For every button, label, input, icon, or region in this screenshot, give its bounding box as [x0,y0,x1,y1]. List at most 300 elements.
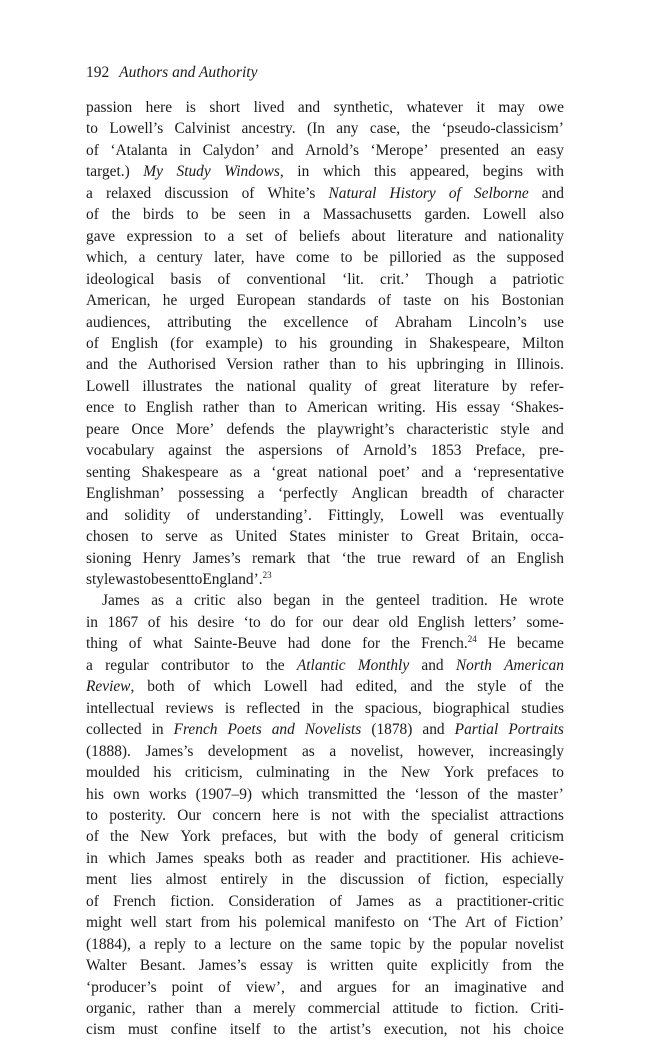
word-fragment: English [111,334,159,352]
word-fragment: for [362,635,381,653]
word-fragment: might [86,914,122,932]
word-fragment: a [435,892,443,910]
word [261,784,299,805]
word-fragment: the [307,871,327,889]
text-line [86,762,564,783]
word-fragment: birds [143,206,174,224]
word [86,869,117,890]
word [307,118,325,139]
word-fragment: of [336,442,350,460]
word [86,741,131,762]
text-line [86,998,564,1019]
word-fragment: Atlantic [296,656,346,674]
word [330,934,362,955]
word-fragment: style [500,420,530,438]
word [266,655,285,676]
word [102,590,140,611]
word-fragment: to [186,206,199,224]
word [434,376,490,397]
word [86,505,108,526]
word-fragment: Shakespeare, [429,334,510,352]
word [272,805,298,826]
word-fragment: the [298,1021,318,1039]
word [246,226,263,247]
word [222,826,277,847]
word [412,548,455,569]
word-fragment: on [443,292,460,310]
word [490,269,497,290]
word-fragment: Henry [142,549,182,567]
word [256,247,285,268]
word [517,548,564,569]
word [460,934,507,955]
word [180,826,210,847]
word [229,462,242,483]
word [539,204,564,225]
word-fragment: may [498,99,525,116]
word [86,204,99,225]
word [309,376,352,397]
word [190,569,202,590]
word [237,590,262,611]
word [329,741,336,762]
word-fragment: commercial [307,1000,381,1018]
word [521,698,564,719]
word [113,784,140,805]
word [305,140,359,161]
word-fragment: from [502,957,532,975]
word [433,698,510,719]
word-fragment: to [203,227,216,245]
word-fragment: point [171,978,204,996]
word [519,676,532,697]
word [515,912,564,933]
word-fragment: Natural [328,184,377,202]
word [292,848,305,869]
word [86,676,134,697]
word-fragment: French [113,892,156,910]
word [258,483,265,504]
word [502,376,517,397]
word-fragment: French. [421,635,468,653]
word-fragment: written [329,957,374,975]
word-fragment: lies [130,871,152,889]
word [86,998,136,1019]
text-line [86,676,564,697]
word [176,419,214,440]
word-fragment: also [237,592,262,610]
word-fragment: James [155,849,194,867]
word-fragment: More’ [175,420,215,438]
word-fragment: but [288,828,308,846]
text-line [86,333,564,354]
word-fragment: in [321,592,334,610]
word [504,655,564,676]
word [127,226,193,247]
word-fragment: to [450,1000,463,1018]
word-fragment: criticism [510,828,564,846]
word [285,397,297,418]
word [139,247,146,268]
word-fragment: and [421,463,444,481]
word [380,269,409,290]
word [531,526,564,547]
word [319,826,346,847]
word-fragment: to [141,528,153,546]
word [202,569,271,590]
word [164,183,228,204]
word-fragment: the [214,377,234,395]
word-fragment: Selborne [473,184,529,202]
word-fragment: Milton [522,334,564,352]
word [275,333,287,354]
text-line [86,805,564,826]
word-fragment: and [422,721,445,739]
word-fragment: the [432,935,452,953]
word [469,312,527,333]
word-fragment: History [389,184,436,202]
word [86,269,154,290]
word-fragment: as [292,849,306,867]
word [111,333,158,354]
word [352,226,386,247]
word-fragment: with [362,806,390,824]
word-fragment: (for [170,334,194,352]
word [110,826,129,847]
word [86,977,157,998]
word [235,526,277,547]
word-fragment: reflected [246,699,301,717]
word [208,741,288,762]
word [499,590,517,611]
word-fragment: be [363,249,379,267]
word [307,869,326,890]
word-fragment: owe [538,99,564,116]
word [227,419,275,440]
word [364,848,386,869]
word [305,719,361,740]
word [455,462,462,483]
word-fragment: James [102,592,140,610]
word-fragment: discussion [339,871,405,889]
word [512,848,564,869]
word-fragment: dear [352,613,379,631]
word-fragment: Criti- [530,1000,564,1018]
word-fragment: to [340,249,353,267]
word-fragment: Bostonian [501,292,564,310]
word [334,97,393,118]
text-line [86,784,564,805]
word-fragment: well [130,914,157,932]
word-fragment: to [275,334,287,352]
body-text [86,97,564,1041]
word [412,118,431,139]
word-fragment: poet’ [378,463,411,481]
word-fragment: of [466,549,480,567]
word [465,912,486,933]
word [86,397,114,418]
word-fragment: prefaces, [221,828,277,846]
word-fragment: White’s [267,184,316,202]
word-fragment: the [411,120,431,138]
word [474,612,517,633]
word-fragment: a [253,463,261,481]
word-fragment: his [492,1021,511,1039]
word-fragment: Calvinist [174,120,231,138]
word [86,762,140,783]
word [353,612,379,633]
word [140,826,169,847]
word [322,590,334,611]
word-fragment: as [210,528,223,546]
word [229,891,315,912]
word [86,440,154,461]
word-fragment: crit.’ [380,270,410,288]
word [107,612,138,633]
text-line [86,397,564,418]
word [130,912,157,933]
word [542,977,564,998]
word [370,118,400,139]
word [175,118,231,139]
word [321,676,343,697]
text-line [86,633,564,654]
word [473,462,564,483]
word-fragment: solidity [124,506,171,524]
word [306,955,316,976]
word-fragment: ence [86,399,115,417]
word [513,269,564,290]
word-fragment: with [318,828,347,846]
word-fragment: taste [403,292,432,310]
word-fragment: presented [440,141,500,159]
word-fragment: polemical [265,914,326,932]
word [391,633,410,654]
word [229,934,271,955]
text-line [86,526,564,547]
word-fragment: must [127,1021,158,1039]
word [421,633,477,654]
word [239,912,257,933]
word [148,998,184,1019]
word [371,719,412,740]
word-fragment: essay [259,957,294,975]
word [403,290,431,311]
word-fragment: both [254,849,283,867]
word [129,633,142,654]
word-fragment: occa- [530,528,564,546]
word-fragment: studies [521,699,564,717]
word [542,183,564,204]
word-fragment: synthetic, [333,99,393,116]
word [186,97,196,118]
word [156,848,194,869]
word [86,247,127,268]
word [376,590,420,611]
word-fragment: style [477,678,507,696]
text-line [86,955,564,976]
word [86,934,131,955]
word-fragment: not [460,1021,481,1039]
footnote-marker: 24 [467,634,477,645]
word [444,762,474,783]
text-line [86,655,564,676]
word-fragment: come [295,249,330,267]
word [86,955,127,976]
word-fragment: garden. [424,206,471,224]
word-fragment: example) [205,334,263,352]
word [345,590,364,611]
word-fragment: a [175,592,183,610]
word-fragment: conventional [246,270,326,288]
word [270,612,285,633]
word-fragment: European [236,292,296,310]
word-fragment: Monthly [357,656,410,674]
word [414,784,458,805]
word [405,333,417,354]
word [146,397,193,418]
word [342,548,366,569]
word [300,977,322,998]
word-fragment: attractions [499,806,564,824]
word-fragment: to [86,120,98,138]
word-fragment: playwright’s [317,420,395,438]
word [265,912,326,933]
word [86,698,154,719]
word-fragment: ‘Atalanta [110,141,168,159]
word-fragment: American, [86,292,151,310]
word [431,955,489,976]
word-fragment: the [476,249,496,267]
word-fragment: had [287,635,310,653]
word [86,312,151,333]
word [213,676,251,697]
word-fragment: York [180,828,211,846]
word-fragment: literature [433,377,490,395]
word-fragment: , [130,678,135,696]
word [477,676,506,697]
word-fragment: fiction, [444,871,489,889]
word-fragment: his [153,764,172,782]
word-fragment: confine [170,1021,217,1039]
word [86,483,165,504]
word-fragment: writing. [377,399,426,417]
word-fragment: artist’s [329,1021,371,1039]
word [171,269,202,290]
word [467,397,500,418]
word-fragment: became [516,635,564,653]
word [340,247,352,268]
word-fragment: in [179,141,192,159]
word-fragment: Partial [454,721,499,739]
word [330,1019,371,1040]
text-line [86,569,564,590]
text-line [86,97,564,118]
text-line [86,419,564,440]
word [124,505,170,526]
word [389,247,441,268]
word-fragment: his [471,292,490,310]
word-fragment: of [218,978,231,996]
word-fragment: of [378,292,391,310]
word [401,526,413,547]
word-fragment: popular [459,935,507,953]
word [498,97,525,118]
word [253,998,296,1019]
word-fragment: about [351,227,386,245]
word-fragment: his [299,334,318,352]
word [401,762,430,783]
text-line [86,741,564,762]
word [307,548,330,569]
word [139,569,151,590]
word [86,891,99,912]
word [295,612,313,633]
word [288,826,308,847]
word [545,676,564,697]
word [142,376,202,397]
word-fragment: to [551,764,564,782]
word [370,140,428,161]
word-fragment: a [227,227,235,245]
word-fragment: is [306,957,317,975]
word-fragment: Lowell [86,377,130,395]
word-fragment: biographical [432,699,510,717]
word-fragment: culminating [256,764,330,782]
word-fragment: of [481,485,494,503]
word-fragment: appeared, [409,163,470,181]
word [362,633,380,654]
word [115,569,139,590]
word-fragment: Lowell [264,678,308,696]
word-fragment: of [128,635,142,653]
word [343,762,355,783]
word-fragment: of [241,184,255,202]
word-fragment: Novelists [304,721,362,739]
word-fragment: of [217,270,231,288]
text-line [86,226,564,247]
word [188,676,201,697]
word-fragment: Windows [224,163,280,181]
word [321,633,351,654]
word-fragment: than [329,356,356,374]
word [128,1019,158,1040]
word [449,183,461,204]
word [418,741,474,762]
word [453,247,466,268]
word [410,676,432,697]
word [421,483,467,504]
word [86,719,142,740]
word [140,955,186,976]
word [86,419,119,440]
word-fragment: discussion [164,184,229,202]
word [224,161,283,182]
word-fragment: illustrates [142,377,203,395]
word [237,290,296,311]
word [288,633,310,654]
word [431,440,462,461]
word [335,698,354,719]
word [203,140,260,161]
word-fragment: nationality [498,227,564,245]
word [432,590,488,611]
word [530,376,564,397]
word-fragment: which [213,678,252,696]
word-fragment: of [364,377,378,395]
word-fragment: a [454,463,462,481]
word [168,440,212,461]
